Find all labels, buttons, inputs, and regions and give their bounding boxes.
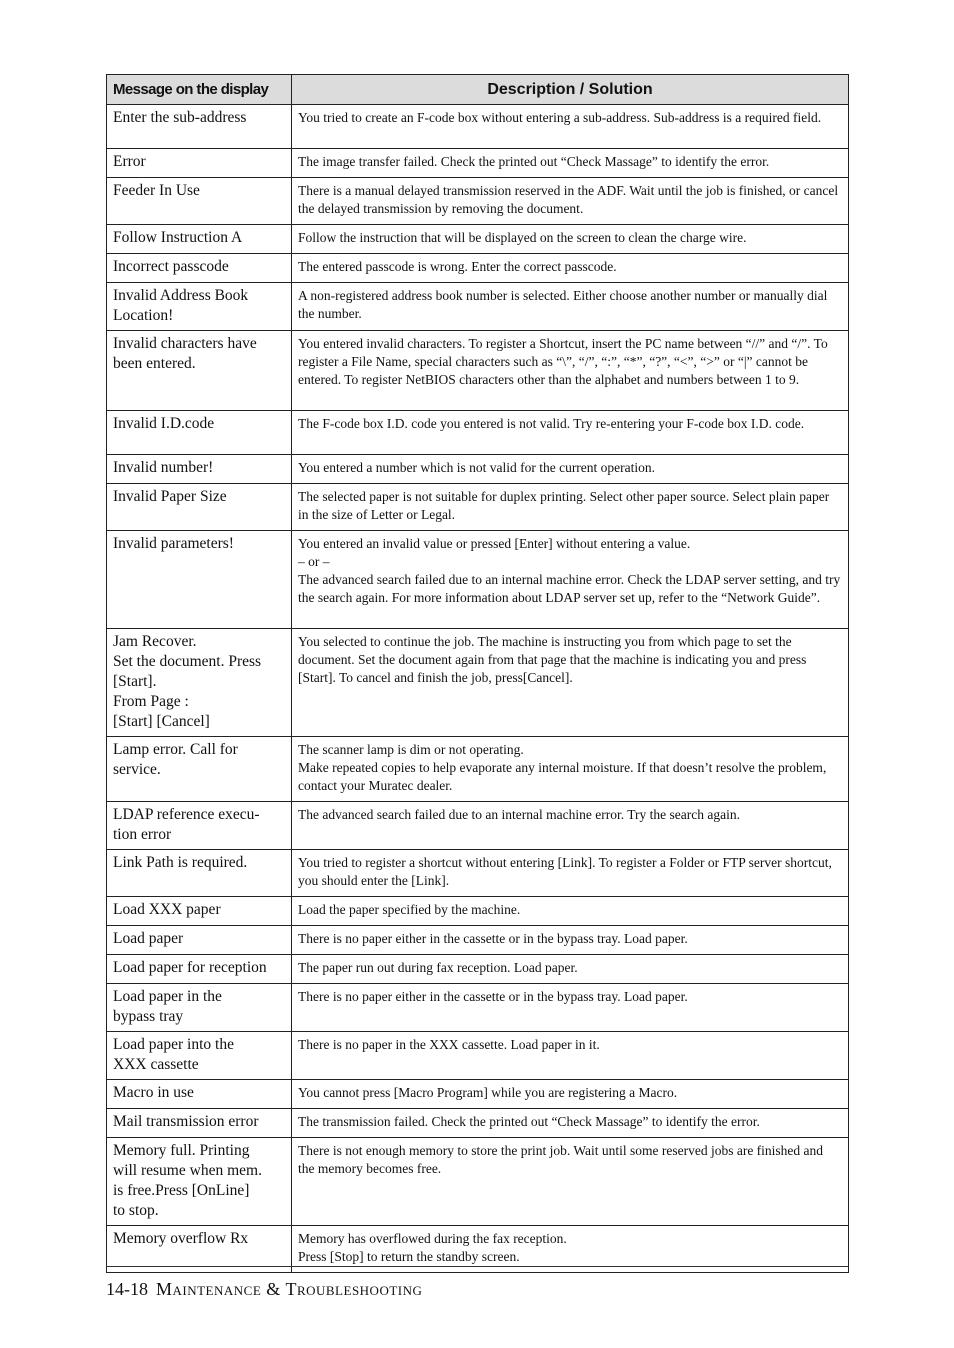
table-row — [107, 178, 849, 225]
description-cell: A non-registered address book number is selected. Either choose another number or manually dial the number. — [292, 283, 849, 331]
message-cell: Feeder In Use — [107, 178, 292, 225]
description-cell: You entered a number which is not valid for the current operation. — [292, 455, 849, 484]
table-row — [107, 984, 849, 1032]
message-cell: Invalid parameters! — [107, 531, 292, 629]
table-row — [107, 955, 849, 984]
description-cell: The scanner lamp is dim or not operating. Make repeated copies to help evaporate any internal moisture. If that doesn’t resolve the problem, contact your Muratec dealer. — [292, 737, 849, 802]
column-header-description: Description / Solution — [292, 75, 849, 105]
message-cell: Follow Instruction A — [107, 225, 292, 254]
message-cell: Mail transmission error — [107, 1109, 292, 1138]
error-message-table — [106, 74, 849, 1273]
description-cell: The paper run out during fax reception. Load paper. — [292, 955, 849, 984]
table-row — [107, 225, 849, 254]
description-cell: The transmission failed. Check the printed out “Check Massage” to identify the error. — [292, 1109, 849, 1138]
message-cell: Load XXX paper — [107, 897, 292, 926]
message-cell: Invalid characters have been entered. — [107, 331, 292, 411]
table-row — [107, 149, 849, 178]
description-cell: Follow the instruction that will be displayed on the screen to clean the charge wire. — [292, 225, 849, 254]
description-cell: You entered an invalid value or pressed [Enter] without entering a value. – or – The advanced search failed due to an internal machine error. Check the LDAP server setting, and try the search again. For more information about LDAP server set up, refer to the “Network Guide”. — [292, 531, 849, 629]
table-row — [107, 254, 849, 283]
description-cell: There is a manual delayed transmission reserved in the ADF. Wait until the job is finished, or cancel the delayed transmission by removing the document. — [292, 178, 849, 225]
message-cell: Jam Recover. Set the document. Press [Start]. From Page : [Start] [Cancel] — [107, 629, 292, 737]
table-row — [107, 629, 849, 737]
table-row — [107, 802, 849, 850]
description-cell: There is no paper in the XXX cassette. Load paper in it. — [292, 1032, 849, 1080]
message-cell: Macro in use — [107, 1080, 292, 1109]
description-cell: The F-code box I.D. code you entered is not valid. Try re-entering your F-code box I.D. code. — [292, 411, 849, 455]
description-cell: The selected paper is not suitable for duplex printing. Select other paper source. Select plain paper in the size of Letter or Legal. — [292, 484, 849, 531]
message-cell: Invalid I.D.code — [107, 411, 292, 455]
description-cell: The image transfer failed. Check the printed out “Check Massage” to identify the error. — [292, 149, 849, 178]
message-cell: Incorrect passcode — [107, 254, 292, 283]
description-cell: There is no paper either in the cassette or in the bypass tray. Load paper. — [292, 984, 849, 1032]
table-header-row — [107, 75, 849, 105]
table-row — [107, 1109, 849, 1138]
table-row — [107, 1032, 849, 1080]
message-cell: Link Path is required. — [107, 850, 292, 897]
message-cell: Invalid Paper Size — [107, 484, 292, 531]
table-row — [107, 105, 849, 149]
description-cell: The entered passcode is wrong. Enter the correct passcode. — [292, 254, 849, 283]
table-row — [107, 283, 849, 331]
description-cell: There is not enough memory to store the print job. Wait until some reserved jobs are finished and the memory becomes free. — [292, 1138, 849, 1226]
message-cell: Load paper for reception — [107, 955, 292, 984]
description-cell: The advanced search failed due to an internal machine error. Try the search again. — [292, 802, 849, 850]
description-cell: Memory has overflowed during the fax reception. Press [Stop] to return the standby screen. — [292, 1226, 849, 1273]
message-cell: Load paper into the XXX cassette — [107, 1032, 292, 1080]
description-cell: You cannot press [Macro Program] while you are registering a Macro. — [292, 1080, 849, 1109]
message-cell: Load paper in the bypass tray — [107, 984, 292, 1032]
message-cell: Load paper — [107, 926, 292, 955]
message-cell: Memory full. Printing will resume when mem. is free.Press [OnLine] to stop. — [107, 1138, 292, 1226]
message-cell: Invalid number! — [107, 455, 292, 484]
description-cell: You tried to register a shortcut without entering [Link]. To register a Folder or FTP server shortcut, you should enter the [Link]. — [292, 850, 849, 897]
table-body — [107, 105, 849, 1273]
table-row — [107, 926, 849, 955]
message-cell: Lamp error. Call for service. — [107, 737, 292, 802]
table-row — [107, 1138, 849, 1226]
table-row — [107, 850, 849, 897]
table-row — [107, 531, 849, 629]
page-footer — [106, 1279, 422, 1300]
description-cell: Load the paper specified by the machine. — [292, 897, 849, 926]
description-cell: You selected to continue the job. The machine is instructing you from which page to set the document. Set the document again from that page that the machine is indicating you and press [Start]. To cancel and finish the job, press[Cancel]. — [292, 629, 849, 737]
page-number: 14-18 — [106, 1279, 148, 1299]
table-row — [107, 455, 849, 484]
description-cell: There is no paper either in the cassette or in the bypass tray. Load paper. — [292, 926, 849, 955]
footer-divider — [106, 1266, 848, 1267]
description-cell: You entered invalid characters. To register a Shortcut, insert the PC name between “//” and “/”. To register a File Name, special characters such as “\”, “/”, “:”, “*”, “?”, “<”, “>” or “|” cannot be entered. To register NetBIOS characters other than the alphabet and numbers between 1 to 9. — [292, 331, 849, 411]
message-cell: Error — [107, 149, 292, 178]
section-title: Maintenance & Troubleshooting — [156, 1279, 423, 1299]
column-header-message: Message on the display — [107, 75, 292, 105]
message-cell: Memory overflow Rx — [107, 1226, 292, 1273]
table-row — [107, 411, 849, 455]
table-row — [107, 897, 849, 926]
description-cell: You tried to create an F-code box without entering a sub-address. Sub-address is a required field. — [292, 105, 849, 149]
table-row — [107, 1080, 849, 1109]
message-cell: LDAP reference execu- tion error — [107, 802, 292, 850]
table-row — [107, 331, 849, 411]
message-cell: Invalid Address Book Location! — [107, 283, 292, 331]
table-row — [107, 737, 849, 802]
message-cell: Enter the sub-address — [107, 105, 292, 149]
table-row — [107, 484, 849, 531]
